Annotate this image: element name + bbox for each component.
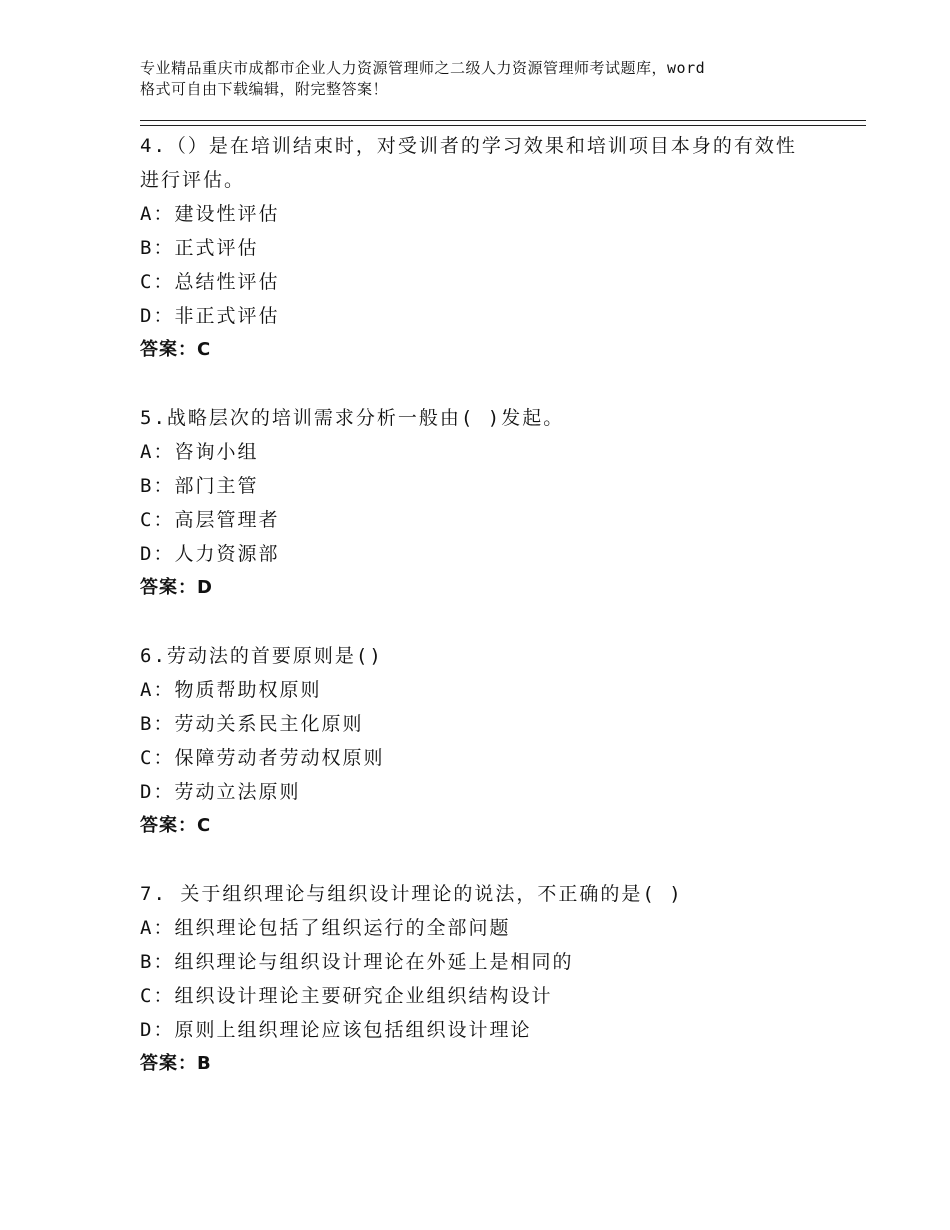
- answer-label: 答案：B: [140, 1053, 212, 1074]
- header-divider-bottom: [140, 125, 866, 126]
- option-b: B：组织理论与组织设计理论在外延上是相同的: [140, 951, 574, 973]
- option-d: D：人力资源部: [140, 543, 280, 565]
- option-b: B：劳动关系民主化原则: [140, 713, 364, 735]
- option-b: B：部门主管: [140, 475, 259, 497]
- answer-label: 答案：C: [140, 339, 212, 360]
- header-divider-top: [140, 120, 866, 121]
- option-c: C：高层管理者: [140, 509, 280, 531]
- option-a: A：咨询小组: [140, 441, 259, 463]
- question-list: [140, 129, 840, 1115]
- question-6: [140, 639, 840, 843]
- header-line-1: 专业精品重庆市成都市企业人力资源管理师之二级人力资源管理师考试题库，word: [140, 59, 706, 77]
- question-4: [140, 129, 840, 367]
- option-c: C：总结性评估: [140, 271, 280, 293]
- question-stem: 4.（）是在培训结束时，对受训者的学习效果和培训项目本身的有效性进行评估。: [140, 135, 797, 191]
- question-7: [140, 877, 840, 1081]
- option-d: D：非正式评估: [140, 305, 280, 327]
- question-stem: 7. 关于组织理论与组织设计理论的说法，不正确的是( ): [140, 883, 683, 905]
- option-b: B：正式评估: [140, 237, 259, 259]
- header-line-2: 格式可自由下载编辑，附完整答案！: [140, 80, 389, 98]
- option-d: D：劳动立法原则: [140, 781, 301, 803]
- answer-label: 答案：C: [140, 815, 212, 836]
- option-d: D：原则上组织理论应该包括组织设计理论: [140, 1019, 532, 1041]
- question-5: [140, 401, 840, 605]
- question-stem: 5.战略层次的培训需求分析一般由( )发起。: [140, 407, 565, 429]
- option-c: C：组织设计理论主要研究企业组织结构设计: [140, 985, 553, 1007]
- option-c: C：保障劳动者劳动权原则: [140, 747, 385, 769]
- answer-label: 答案：D: [140, 577, 213, 598]
- option-a: A：组织理论包括了组织运行的全部问题: [140, 917, 511, 939]
- option-a: A：物质帮助权原则: [140, 679, 322, 701]
- document-header: [140, 58, 840, 100]
- question-stem: 6.劳动法的首要原则是(): [140, 645, 383, 667]
- option-a: A：建设性评估: [140, 203, 280, 225]
